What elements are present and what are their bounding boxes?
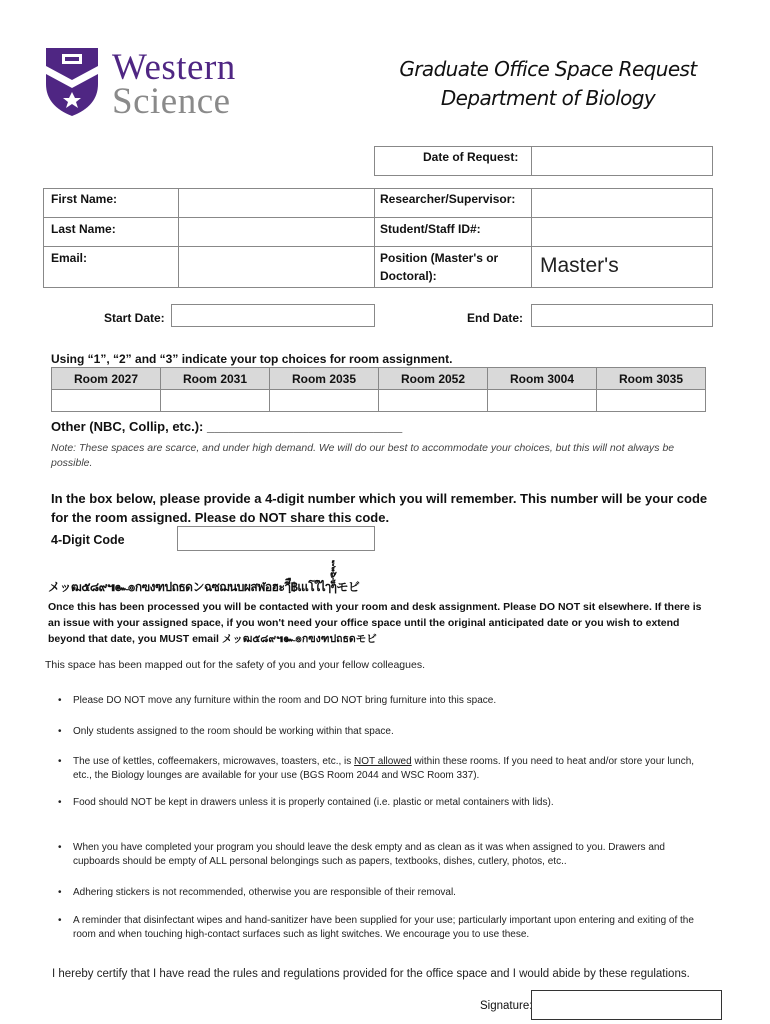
room-choice-instruction: Using “1”, “2” and “3” indicate your top choices for room assignment. [51, 352, 453, 366]
rule-no-furniture: • Please DO NOT move any furniture within the room and DO NOT bring furniture into this space. [58, 694, 708, 708]
start-date-label: Start Date: [104, 311, 165, 325]
email-label: Email: [51, 251, 88, 265]
rule-stickers: • Adhering stickers is not recommended, otherwise you are responsible of their removal. [58, 886, 708, 900]
signature-label: Signature: [480, 1000, 533, 1012]
room-2035-choice-input[interactable] [270, 390, 379, 412]
researcher-supervisor-label: Researcher/Supervisor: [380, 192, 516, 206]
rule-food-storage: • Food should NOT be kept in drawers unless it is properly contained (i.e. plastic or metal containers with lids). [58, 796, 708, 810]
form-title: Graduate Office Space Request [399, 57, 697, 81]
position-label-line1: Position (Master's or [380, 251, 499, 265]
room-2052-header: Room 2052 [379, 368, 488, 390]
first-name-label: First Name: [51, 192, 118, 206]
researcher-supervisor-field[interactable] [531, 188, 713, 218]
room-2052-choice-input[interactable] [379, 390, 488, 412]
certification-statement: I hereby certify that I have read the rules and regulations provided for the office space and I would abide by these regulations. [52, 968, 690, 980]
last-name-field[interactable] [178, 217, 375, 247]
student-staff-id-field[interactable] [531, 217, 713, 247]
room-3035-choice-input[interactable] [597, 390, 706, 412]
safety-mapping-notice: This space has been mapped out for the safety of you and your fellow colleagues. [45, 659, 425, 671]
last-name-label: Last Name: [51, 222, 116, 236]
university-crest-icon [42, 44, 102, 118]
first-name-field[interactable] [178, 188, 375, 218]
end-date-label: End Date: [467, 311, 524, 325]
room-3004-choice-input[interactable] [488, 390, 597, 412]
room-2031-header: Room 2031 [161, 368, 270, 390]
code-instruction: In the box below, please provide a 4-digit number which you will remember. This number will be your code for the room assigned. Please do NOT share this code. [51, 491, 708, 525]
rule-disinfectant: • A reminder that disinfectant wipes and hand-sanitizer have been supplied for your use; particularly important upon entering and exiting of the room and when touching high-contact surfaces such as light switches. We encourage you to use these. [58, 914, 708, 942]
room-3035-header: Room 3035 [597, 368, 706, 390]
start-date-field[interactable] [171, 304, 375, 327]
room-2027-choice-input[interactable] [52, 390, 161, 412]
date-of-request-field[interactable] [531, 146, 713, 176]
logo-word-science: Science [112, 81, 231, 122]
other-room-line[interactable]: Other (NBC, Collip, etc.): ___________________________ [51, 419, 403, 434]
availability-note: Note: These spaces are scarce, and under high demand. We will do our best to accommodate your choices, but this will not always be possible. [51, 442, 675, 469]
western-science-logo [42, 44, 262, 120]
signature-field[interactable] [531, 990, 722, 1020]
garbled-text-line: メッฒ๕๘๙๚๛๏กฃงฑปถธดンฉซฌนบผสฬอฮะาีืฺ฿เแโใไๅๆ็่้๊๋์ํ๎モビ [48, 580, 360, 594]
room-3004-header: Room 3004 [488, 368, 597, 390]
processing-notice: Once this has been processed you will be contacted with your room and desk assignment. Please DO NOT sit elsewhere. If there is an issue with your assigned space, if you won't need your office space until the original anticipated date or you wish to extend beyond that date, you MUST email メッฒ๕๘๙๚๛๏กฃงฑปถธดモビ [48, 601, 702, 645]
room-2027-header: Room 2027 [52, 368, 161, 390]
four-digit-code-label: 4-Digit Code [51, 533, 125, 547]
department-title: Department of Biology [440, 86, 656, 110]
four-digit-code-field[interactable] [177, 526, 375, 551]
room-2031-choice-input[interactable] [161, 390, 270, 412]
room-2035-header: Room 2035 [270, 368, 379, 390]
position-value: Master's [540, 254, 619, 277]
position-label-line2: Doctoral): [380, 269, 437, 283]
rule-assigned-only: • Only students assigned to the room should be working within that space. [58, 725, 708, 739]
rule-no-appliances [58, 755, 708, 783]
date-of-request-label: Date of Request: [423, 150, 519, 164]
rule-not-allowed-emphasis: NOT allowed [354, 756, 412, 767]
end-date-field[interactable] [531, 304, 713, 327]
room-choice-table [51, 367, 706, 412]
rule-no-appliances-text-a: The use of kettles, coffeemakers, microwaves, toasters, etc., is [73, 756, 355, 767]
rule-leave-desk-clean: • When you have completed your program you should leave the desk empty and as clean as it was when assigned to you. Drawers and cupboards should be empty of ALL personal belongings such as papers, textbooks, dishes, cutlery, photos, etc.. [58, 841, 708, 869]
rule-no-appliances-text-b: within these rooms. If you need to heat and/or store your lunch, etc., the Biology lounges are available for your use (BGS Room 2044 and WSC Room 337). [73, 756, 695, 781]
email-field[interactable] [178, 246, 375, 288]
logo-word-western: Western [112, 47, 236, 88]
student-staff-id-label: Student/Staff ID#: [380, 222, 481, 236]
